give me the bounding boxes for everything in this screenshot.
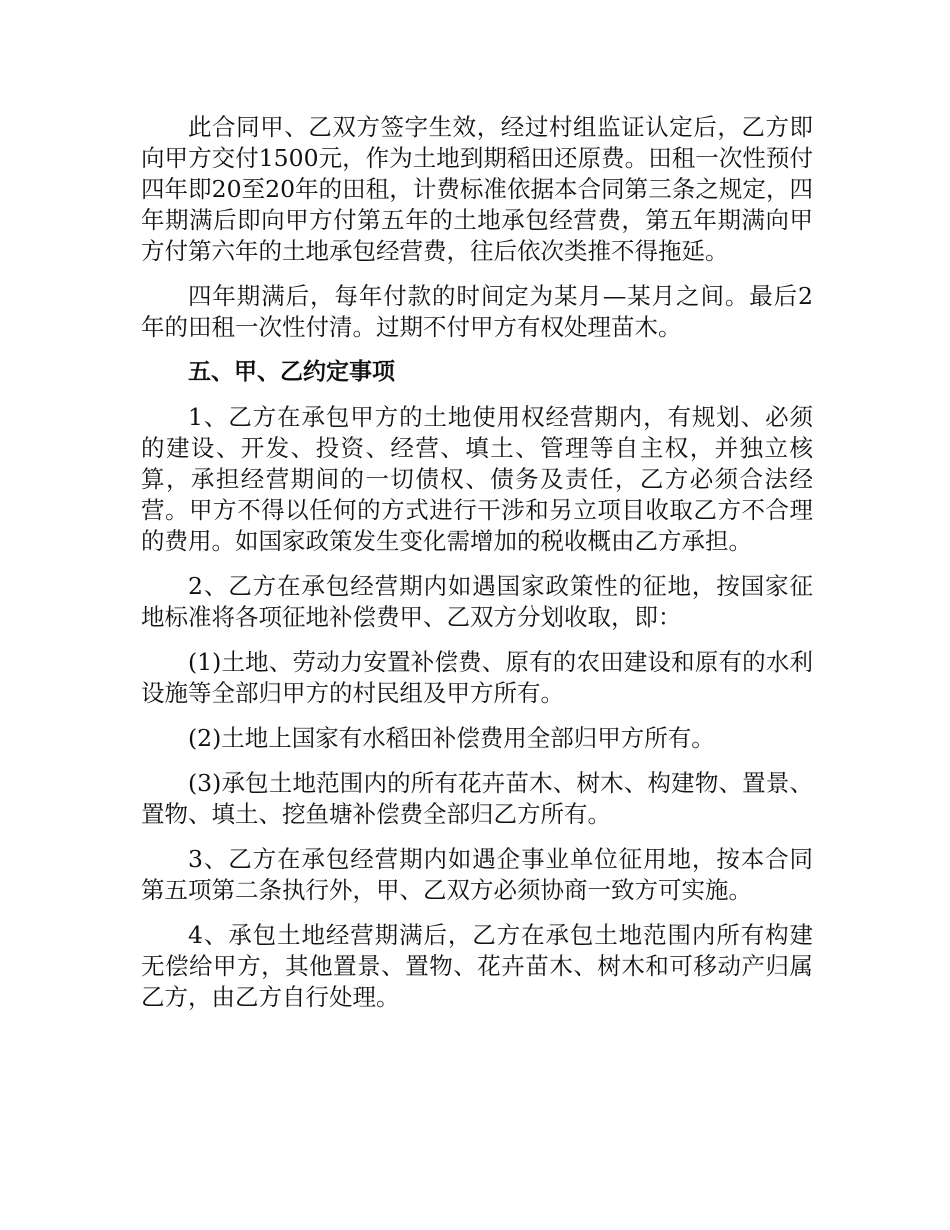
paragraph-payment-terms: 此合同甲、乙双方签字生效，经过村组监证认定后，乙方即向甲方交付1500元，作为土地到期稻田还原费。田租一次性预付四年即20至20年的田租，计费标准依据本合同第三条之规定，四年期满后即向甲方付第五年的土地承包经营费，第五年期满向甲方付第六年的土地承包经营费，往后依次类推不得拖延。 [141, 113, 813, 265]
item-1: 1、乙方在承包甲方的土地使用权经营期内，有规划、必须的建设、开发、投资、经营、填土、管理等自主权，并独立核算，承担经营期间的一切债权、债务及责任，乙方必须合法经营。甲方不得以任何的方式进行干涉和另立项目收取乙方不合理的费用。如国家政策发生变化需增加的税收概由乙方承担。 [141, 403, 813, 555]
item-2-sub-3: (3)承包土地范围内的所有花卉苗木、树木、构建物、置景、置物、填土、挖鱼塘补偿费全部归乙方所有。 [141, 769, 813, 828]
document-body [141, 112, 813, 1027]
item-4: 4、承包土地经营期满后，乙方在承包土地范围内所有构建无偿给甲方，其他置景、置物、花卉苗木、树木和可移动产归属乙方，由乙方自行处理。 [141, 921, 813, 1011]
item-2-sub-2: (2)土地上国家有水稻田补偿费用全部归甲方所有。 [188, 724, 715, 752]
item-2-sub-1: (1)土地、劳动力安置补偿费、原有的农田建设和原有的水利设施等全部归甲方的村民组及甲方所有。 [141, 648, 813, 707]
item-2: 2、乙方在承包经营期内如遇国家政策性的征地，按国家征地标准将各项征地补偿费甲、乙双方分划收取，即： [141, 572, 813, 631]
item-3: 3、乙方在承包经营期内如遇企事业单位征用地，按本合同第五项第二条执行外，甲、乙双方必须协商一致方可实施。 [141, 845, 813, 904]
paragraph-payment-schedule: 四年期满后，每年付款的时间定为某月—某月之间。最后2年的田租一次性付清。过期不付甲方有权处理苗木。 [141, 282, 813, 341]
section-heading: 五、甲、乙约定事项 [188, 359, 395, 385]
